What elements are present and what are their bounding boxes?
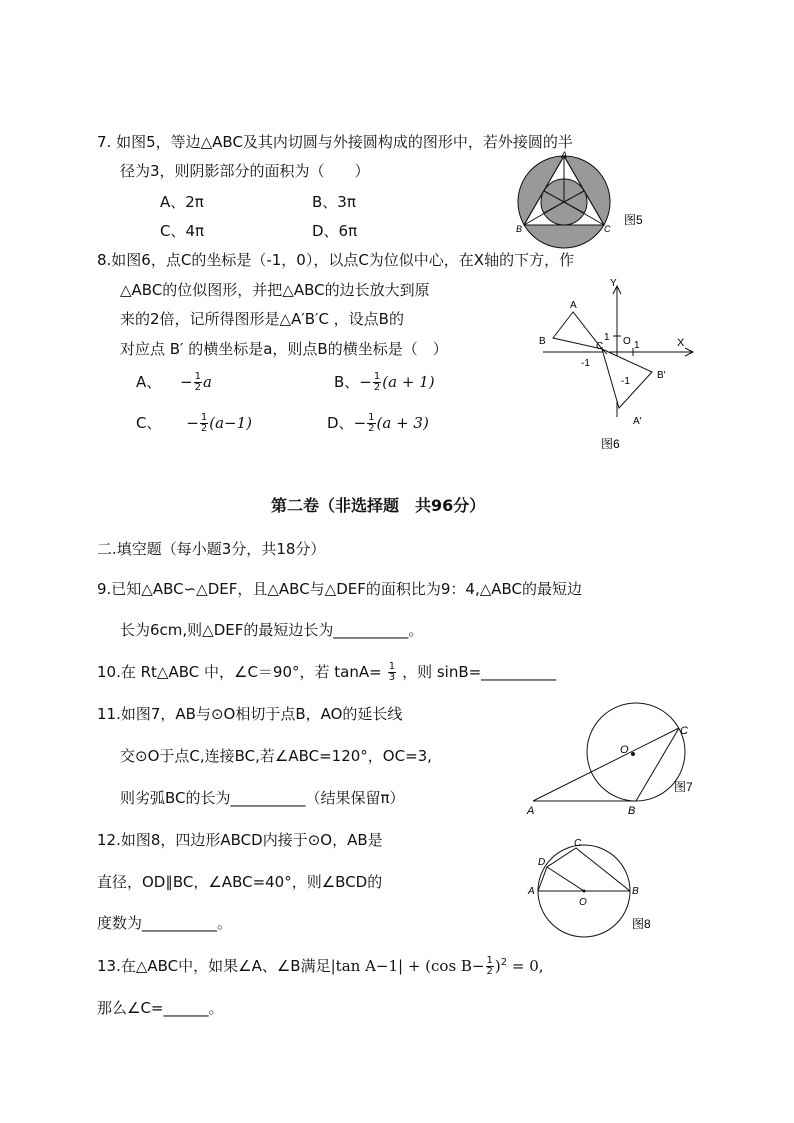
figure-6	[535, 278, 700, 454]
q7-line1: 7. 如图5，等边△ABC及其内切圆与外接圆构成的图形中，若外接圆的半	[97, 133, 573, 151]
q8-option-d-sign: −	[353, 414, 367, 432]
fig7-b-label: B	[628, 805, 636, 817]
q13-prefix: 13.在△ABC中，如果∠A、∠B满足	[97, 957, 331, 975]
q7-option-c: C、4π	[160, 222, 205, 240]
q8-option-c-fraction: $\frac{1}{2}$	[200, 412, 208, 434]
q8-option-d-fraction: $\frac{1}{2}$	[368, 412, 375, 434]
q10-line	[97, 662, 556, 683]
fig6-x-label: X	[677, 337, 685, 349]
q8-line2: △ABC的位似图形，并把△ABC的边长放大到原	[120, 281, 430, 299]
q13-line2: 那么∠C=______。	[97, 999, 224, 1017]
figure-7	[525, 706, 705, 818]
fig6-triangle-abc	[553, 312, 602, 349]
q8-option-d	[327, 413, 429, 434]
q8-line3: 来的2倍，记所得图形是△A′B′C ，设点B的	[120, 310, 404, 328]
q13-expression-a: |tan A−1| + (cos B−	[330, 957, 485, 975]
fig6-y-neg-one: -1	[621, 376, 630, 387]
q8-option-d-label: D、	[327, 414, 354, 432]
section2-subtitle: 二.填空题（每小题3分，共18分）	[97, 540, 326, 558]
q11-line2: 交⊙O于点C,连接BC,若∠ABC=120°，OC=3,	[120, 747, 432, 765]
q8-option-b-fraction: $\frac{1}{2}$	[373, 371, 381, 393]
q13-expression-close: )	[494, 957, 501, 975]
fig5-label-b: B	[516, 224, 523, 234]
q8-option-b-sign: −	[359, 373, 372, 391]
q8-option-c-sign: −	[186, 414, 199, 432]
q10-suffix: ，则 sinB=__________	[402, 663, 557, 681]
q10-fraction: $\frac{1}{3}$	[388, 661, 396, 683]
fig7-circle	[587, 703, 685, 801]
q12-line3: 度数为__________。	[97, 914, 233, 932]
q8-option-a-fraction: $\frac{1}{2}$	[194, 371, 201, 393]
fig6-caption: 图6	[601, 437, 620, 451]
fig6-o-label: O	[623, 336, 631, 347]
q8-option-b	[334, 372, 435, 393]
fig8-d-label: D	[538, 857, 546, 868]
fig6-y-label: Y	[610, 278, 617, 289]
q8-line4: 对应点 B′ 的横坐标是a，则点B的横坐标是（ ）	[120, 340, 448, 358]
section2-title: 第二卷（非选择题 共96分）	[271, 496, 486, 515]
q8-option-d-expr: (a + 3)	[376, 414, 429, 432]
fig6-a-label: A	[570, 300, 577, 311]
q13-fraction: $\frac{1}{2}$	[486, 955, 493, 977]
fig6-y-one: 1	[604, 332, 610, 343]
q7-option-a: A、2π	[160, 193, 204, 211]
q8-option-a	[136, 372, 212, 393]
fig5-label-c: C	[604, 224, 611, 234]
q8-option-c-label: C、	[136, 414, 162, 432]
figure-5	[510, 148, 660, 248]
q13-expression-b: = 0,	[507, 957, 544, 975]
q8-option-a-expr: a	[203, 373, 212, 391]
fig5-caption: 图5	[624, 213, 643, 227]
q11-line3: 则劣弧BC的长为__________（结果保留π）	[120, 789, 405, 807]
q7-line2: 径为3，则阴影部分的面积为（ ）	[120, 162, 370, 180]
q8-option-c	[136, 413, 252, 434]
fig6-c-label: C	[596, 341, 604, 352]
fig8-a-label: A	[528, 886, 535, 897]
fig6-bprime-label: B′	[657, 370, 666, 381]
q9-line1: 9.已知△ABC∽△DEF，且△ABC与△DEF的面积比为9：4,△ABC的最短边	[97, 580, 583, 598]
q10-prefix: 10.在 Rt△ABC 中，∠C＝90°，若 tanA=	[97, 663, 382, 681]
fig6-x-neg-one: -1	[581, 358, 590, 369]
q7-option-b: B、3π	[312, 193, 356, 211]
q11-line1: 11.如图7，AB与⊙O相切于点B，AO的延长线	[97, 705, 403, 723]
fig6-aprime-label: A′	[633, 416, 642, 427]
q8-option-b-expr: (a + 1)	[382, 373, 435, 391]
fig8-b-label: B	[632, 886, 639, 897]
q7-option-d: D、6π	[312, 222, 358, 240]
q8-option-c-expr: (a−1)	[209, 414, 252, 432]
q12-line2: 直径，OD∥BC，∠ABC=40°，则∠BCD的	[97, 873, 383, 891]
figure-8	[524, 836, 664, 934]
fig7-o-label: O	[620, 744, 629, 756]
fig8-caption: 图8	[632, 917, 651, 931]
fig7-caption: 图7	[674, 780, 693, 794]
fig5-label-a: A	[561, 150, 568, 160]
fig7-a-label: A	[527, 805, 535, 817]
q9-line2: 长为6cm,则△DEF的最短边长为__________。	[120, 621, 424, 639]
fig8-o-label: O	[579, 897, 587, 908]
fig6-x-one: 1	[634, 340, 640, 351]
q8-option-a-label: A、	[136, 373, 162, 391]
q13-line1	[97, 956, 544, 977]
fig7-c-label: C	[680, 725, 688, 737]
fig8-c-label: C	[574, 838, 582, 849]
q8-line1: 8.如图6，点C的坐标是（-1，0），以点C为位似中心，在X轴的下方，作	[97, 251, 575, 269]
q12-line1: 12.如图8，四边形ABCD内接于⊙O，AB是	[97, 831, 383, 849]
fig6-b-label: B	[539, 336, 546, 347]
q8-option-a-sign: −	[180, 373, 193, 391]
q13-exponent: 2	[500, 957, 508, 968]
q8-option-b-label: B、	[334, 373, 360, 391]
